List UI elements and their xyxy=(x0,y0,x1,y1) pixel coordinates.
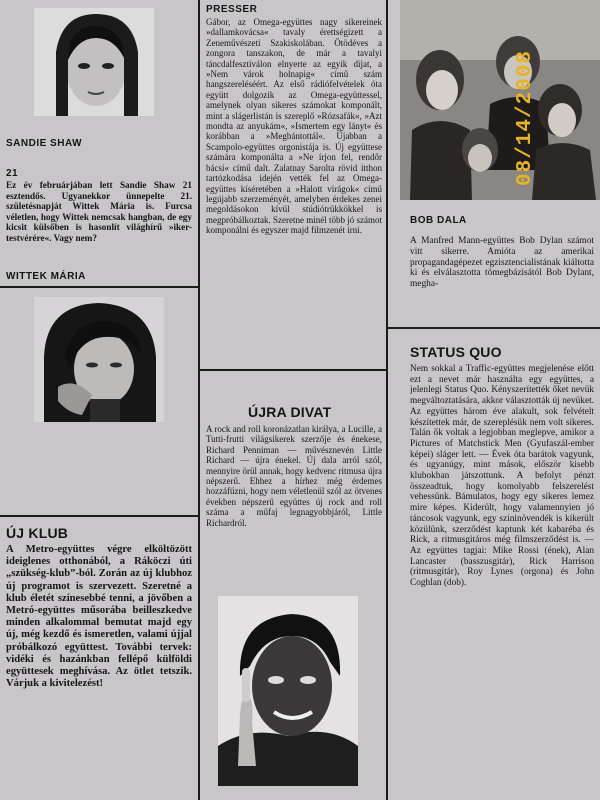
wittek-maria-photo xyxy=(34,297,164,422)
sandie-shaw-photo xyxy=(34,8,154,116)
wittek-caption: WITTEK MÁRIA xyxy=(6,271,86,282)
date-stamp: 08/14/2008 xyxy=(514,49,537,186)
section-divider xyxy=(0,515,199,517)
column-divider-left xyxy=(198,0,200,800)
status-quo-article: Nem sokkal a Traffic-együttes megjelenése előtt ezt a nevet már használta egy együttes, a jelenlegi Status Quo. Kényszerítették őket nevük megváltoztatására, akkor választották új nevüket. Az együttes három éve alakult, sok felvételt készítettek már, de szereplésük nem volt sikeres. Talán ők voltak a legjobban meglepve, amikor a Pictures of Matchstick Men (Gyufaszál-ember képei) sláger lett. — Évek óta barátok vagyunk, és ugyanúgy, mint mások, először kisebb klubokban játszottunk. A befolyt pénzt összeadtuk, hogy komolyabb felszerelést vehessünk. Bámulatos, hogy egy sikeres lemez mire képes. Kiderült, hogy valamennyien jó táncosok vagyunk, egy színinövendék is kikerült közülünk, szerződést kaptunk két kabaréba és Rick, a ritmusgitáros még filmszerződést is. — Az együttes tagjai: Mike Rossi (ének), Alan Lancaster (basszusgitár), Rick Harrison (ritmusgitár), Roy Lynes (orgona) és John Coghlan (dob). xyxy=(410,364,594,589)
presser-article: Gábor, az Omega-együttes nagy sikereinek »dallamkovácsa« tavaly érettségizett a Zeneművészeti Szakiskolában. Ötödéves a zongora tanszakon, de már a tavalyi táncdalfesztiválon elnyerte az egyik díjat, a »Nem várok holnapig« című szám hangszereléséért. Az első rádiófelvételek óta együtt dolgozik az Omega-együttessel, amelynek olyan sikeres számokat komponált, mint a slágerlistán is szereplő »Rózsafák«, »Azt mondta az anyukám«, »Ismertem egy lányt« és korábban a »Megbántottál«. Újabban a Scampolo-együttes orgonistája is. Új együttese számára komponálta a »Ne írjon fel, rendőr bácsi« című dalt. Zalatnay Sarolta rövid itthon tartózkodása idején vették fel az Omega-együttes kíséretében a »Halott virágok« című legújabb szerzeményét, amelyben érdekes zenei megoldásokon kívül stúdiótrükkökkel is megpróbálkoztak. Szeretne minél több jó számot komponálni és egyszer majd filmzenét írni. xyxy=(206,17,382,236)
section-divider xyxy=(200,369,387,371)
ujra-divat-article: A rock and roll koronázatlan királya, a Lucille, a Tutti-frutti világsikerek szerzője és énekese, Richard Penniman — művésznevén Little Richard — újra énekel. Új dala arról szól, mennyire örül annak, hogy kedvenc ritmusa újra népszerű. Ehhez a hírhez még érdemes hozzáfűzni, hogy nem véletlenül szól az ötvenes években népszerű együttes új rock and roll száma a műfaj legnagyobbjáról, Little Richardról. xyxy=(206,424,382,528)
sandie-shaw-caption: SANDIE SHAW xyxy=(6,138,83,149)
bob-dala-headline: BOB DALA xyxy=(410,215,467,226)
status-quo-headline: STATUS QUO xyxy=(410,344,502,360)
section-divider xyxy=(388,327,600,329)
uj-klub-headline: ÚJ KLUB xyxy=(6,525,69,541)
sandie-shaw-headline: 21 xyxy=(6,168,19,179)
bob-dala-photo xyxy=(400,0,600,200)
presser-headline: PRESSER xyxy=(206,4,258,15)
ujra-divat-headline: ÚJRA DIVAT xyxy=(248,404,332,420)
bob-dala-article: A Manfred Mann-együttes Bob Dylan számot vitt sikerre. Amióta az amerikai propagandagépezet egzisztencialistának kiáltotta ki és elválasztotta tömegbázisától Bob Dylant, megha- xyxy=(410,236,594,290)
sandie-shaw-article: Ez év februárjában lett Sandie Shaw 21 esztendős. Ugyanekkor ünnepelte 21. születésnapját Wittek Mária is. Furcsa véletlen, hogy Wittek nemcsak hangban, de egy kicsit külsőben is hasonlít világhírű »iker-testvérére«. Vagy nem? xyxy=(6,180,192,243)
section-divider xyxy=(0,286,199,288)
uj-klub-article: A Metro-együttes végre elköltözött ideiglenes otthonából, a Ráköczi úti „szükség-klub”-ból. Zorán az új klubhoz új programot is szervezett. Szeretné a klub életét színesebbé tenni, a jövőben a Metró-együttes műsorába beilleszkedve minden alkalommal bemutat majd egy új, még kezdő és ismeretlen, valami újjal próbálkozó együttest. További tervek: vidéki és hazánkban fellépő külföldi együttesek meghívása. Az ötlet tetszik. Várjuk a kivitelezést! xyxy=(6,544,192,690)
column-divider-right xyxy=(386,0,388,800)
little-richard-photo xyxy=(218,596,358,786)
